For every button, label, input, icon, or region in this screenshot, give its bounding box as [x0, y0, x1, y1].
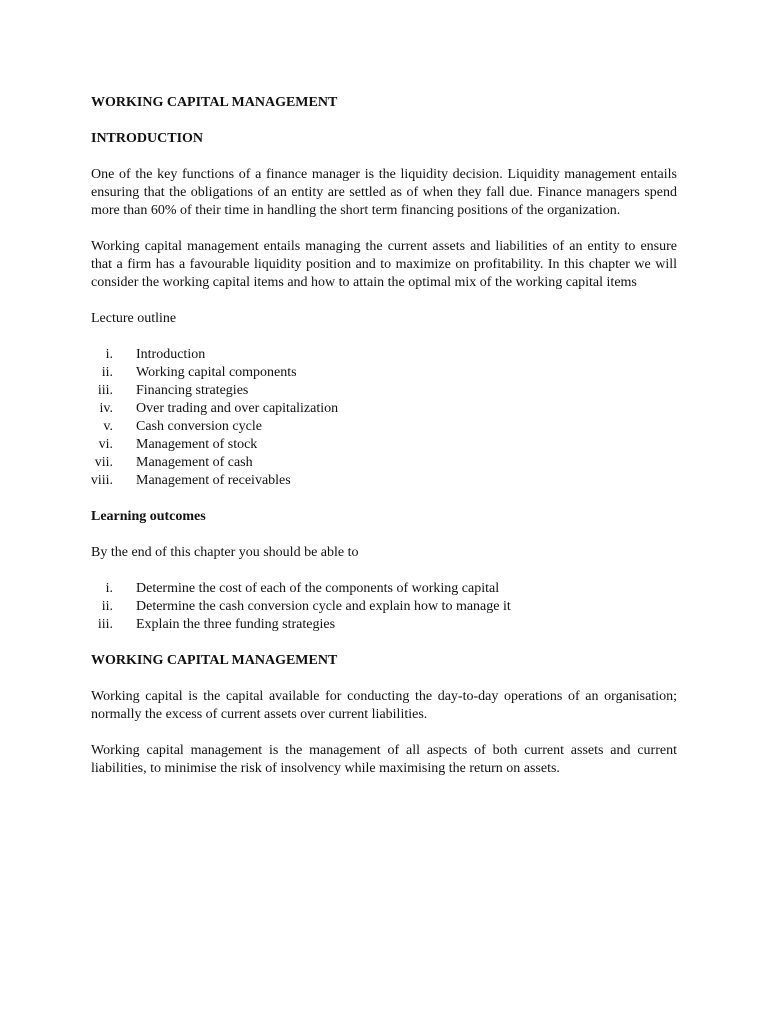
list-text: Determine the cash conversion cycle and explain how to manage it: [136, 599, 511, 614]
list-text: Working capital components: [136, 365, 297, 380]
intro-heading: INTRODUCTION: [91, 131, 204, 146]
list-text: Introduction: [136, 347, 206, 362]
outcomes-heading: Learning outcomes: [91, 509, 206, 524]
list-text: Over trading and over capitalization: [136, 401, 339, 416]
list-text: Explain the three funding strategies: [136, 617, 336, 632]
section2-heading: WORKING CAPITAL MANAGEMENT: [91, 653, 338, 668]
list-item: [91, 580, 677, 598]
list-item: [91, 472, 677, 490]
list-text: Cash conversion cycle: [136, 419, 262, 434]
list-number: iv.: [99, 401, 113, 416]
list-item: [91, 598, 677, 616]
document-title: WORKING CAPITAL MANAGEMENT: [91, 95, 338, 110]
list-text: Management of cash: [136, 455, 253, 470]
list-item: [91, 400, 677, 418]
outline-list: [91, 346, 677, 490]
outcomes-list: [91, 580, 677, 634]
list-number: ii.: [101, 365, 113, 380]
list-number: vii.: [94, 455, 113, 470]
list-number: iii.: [97, 383, 113, 398]
list-item: [91, 454, 677, 472]
list-item: [91, 436, 677, 454]
section2-paragraph-1: Working capital is the capital available for conducting the day-to-day operations of an organisation; normally the excess of current assets over current liabilities.: [91, 689, 677, 722]
list-item: [91, 418, 677, 436]
list-number: i.: [105, 581, 113, 596]
document-body: [91, 94, 677, 778]
outline-label: Lecture outline: [91, 311, 177, 326]
list-text: Management of receivables: [136, 473, 291, 488]
list-item: [91, 364, 677, 382]
list-number: v.: [103, 419, 113, 434]
list-item: [91, 616, 677, 634]
list-number: i.: [105, 347, 113, 362]
intro-paragraph-2: Working capital management entails managing the current assets and liabilities of an entity to ensure that a firm has a favourable liquidity position and to maximize on profitability. In this chapter we will consider the working capital items and how to attain the optimal mix of the working capital items: [91, 239, 677, 290]
list-number: viii.: [90, 473, 113, 488]
section2-paragraph-2: Working capital management is the management of all aspects of both current assets and current liabilities, to minimise the risk of insolvency while maximising the return on assets.: [91, 743, 677, 776]
list-text: Management of stock: [136, 437, 258, 452]
list-item: [91, 346, 677, 364]
list-text: Determine the cost of each of the components of working capital: [136, 581, 500, 596]
intro-paragraph-1: One of the key functions of a finance manager is the liquidity decision. Liquidity management entails ensuring that the obligations of an entity are settled as of when they fall due. Finance managers spend more than 60% of their time in handling the short term financing positions of the organization.: [91, 167, 677, 218]
outcomes-intro: By the end of this chapter you should be able to: [91, 545, 359, 560]
list-number: ii.: [101, 599, 113, 614]
list-text: Financing strategies: [136, 383, 249, 398]
list-item: [91, 382, 677, 400]
list-number: iii.: [97, 617, 113, 632]
list-number: vi.: [98, 437, 113, 452]
